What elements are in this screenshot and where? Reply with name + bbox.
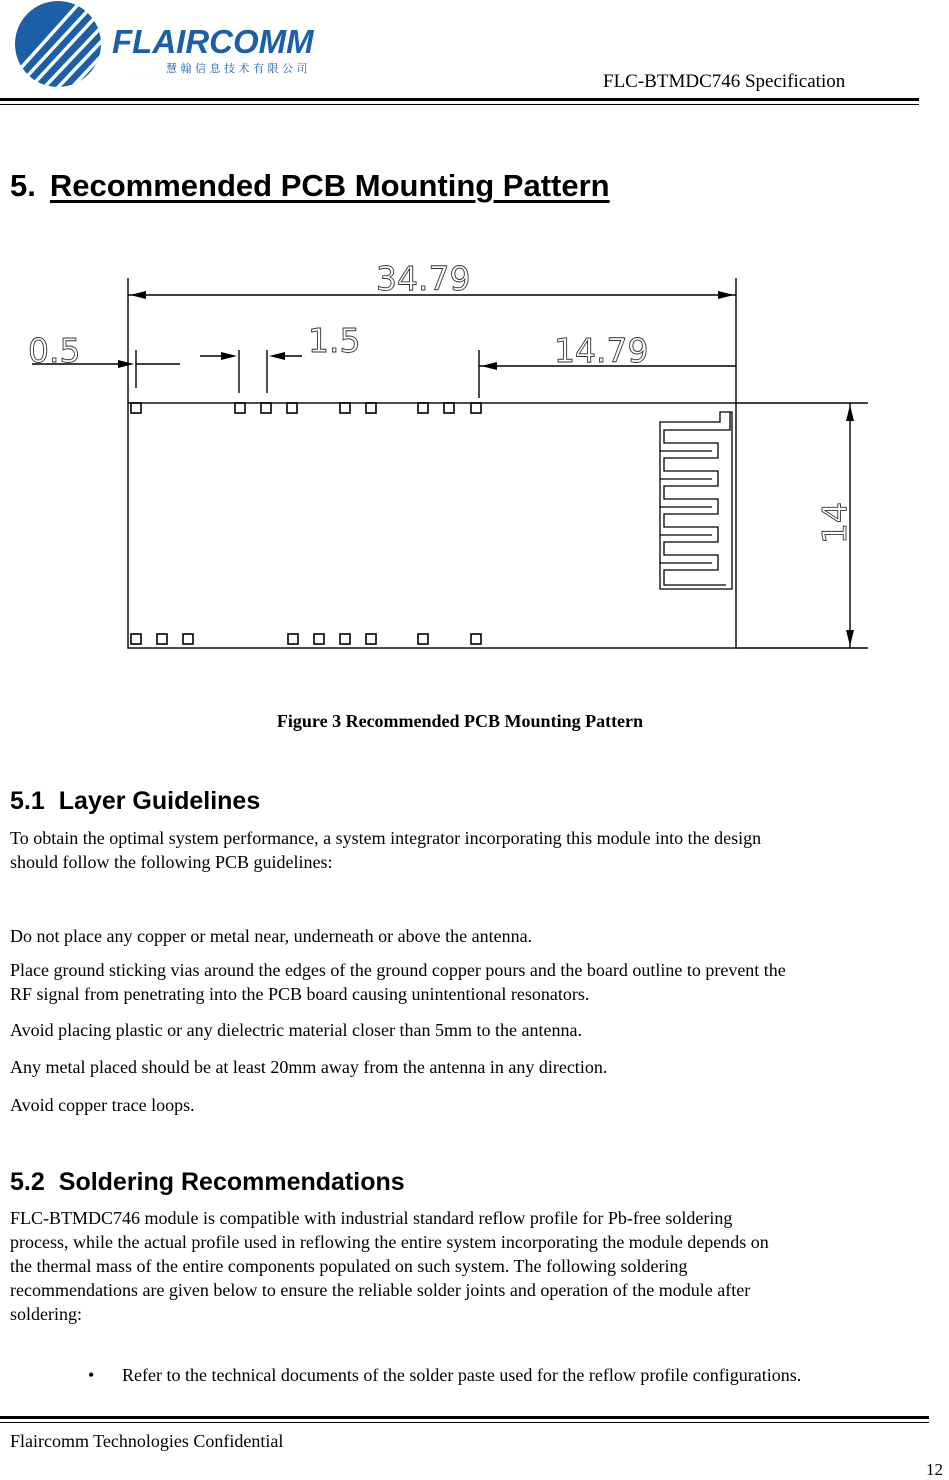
footer-confidential: Flaircomm Technologies Confidential (10, 1431, 284, 1451)
subsection-title: Layer Guidelines (58, 787, 261, 815)
dim-pad-pitch: 1.5 (308, 321, 361, 360)
arrowhead (130, 291, 146, 299)
pad (340, 634, 350, 644)
subsection-title: Soldering Recommendations (58, 1168, 405, 1196)
pad (340, 403, 350, 413)
pad (471, 403, 481, 413)
header-rule-thick (0, 98, 919, 101)
document-title: FLC-BTMDC746 Specification (603, 71, 846, 92)
text-line: the thermal mass of the entire components populated on such system. The following soldering (10, 1256, 688, 1276)
footer-rule-thin (0, 1422, 929, 1423)
text-line: Place ground sticking vias around the edges of the ground copper pours and the board outline to prevent the (10, 960, 786, 980)
arrowhead (846, 405, 854, 421)
pad (418, 403, 428, 413)
text-line: should follow the following PCB guidelines: (10, 852, 333, 872)
soldering-paragraph (10, 1206, 910, 1326)
layer-intro (10, 826, 910, 874)
meander-antenna (660, 412, 732, 589)
text-line: To obtain the optimal system performance, a system integrator incorporating this module into the design (10, 828, 762, 848)
subsection-number: 5.1 (10, 787, 45, 815)
text-line: RF signal from penetrating into the PCB board causing unintentional resonators. (10, 984, 590, 1004)
soldering-bullet-item (88, 1363, 801, 1387)
text-line: soldering: (10, 1304, 82, 1324)
pad (235, 403, 245, 413)
top-pads (131, 403, 481, 413)
layer-item-2 (10, 958, 910, 1006)
pad (471, 634, 481, 644)
arrowhead (269, 352, 285, 360)
layer-item-4: Any metal placed should be at least 20mm away from the antenna in any direction. (10, 1057, 608, 1077)
pad (366, 634, 376, 644)
pad (366, 403, 376, 413)
arrowhead (846, 630, 854, 646)
pad (444, 403, 454, 413)
pad (287, 403, 297, 413)
section-number: 5. (10, 168, 36, 203)
pad (183, 634, 193, 644)
section-title: Recommended PCB Mounting Pattern (49, 168, 610, 203)
dim-antenna-width: 14.79 (554, 331, 649, 370)
section-heading (10, 168, 610, 204)
logo-chinese-text: 慧 翰 信 息 技 术 有 限 公 司 (166, 62, 308, 75)
text-line: recommendations are given below to ensure the reliable solder joints and operation of the module after (10, 1280, 751, 1300)
text-line: process, while the actual profile used in reflowing the entire system incorporating the module depends on (10, 1232, 769, 1252)
pcb-mounting-pattern-figure (20, 238, 900, 668)
layer-item-1: Do not place any copper or metal near, underneath or above the antenna. (10, 926, 533, 946)
text-line: FLC-BTMDC746 module is compatible with industrial standard reflow profile for Pb-free soldering (10, 1208, 733, 1228)
header-rule-thin (0, 104, 919, 105)
pad (314, 634, 324, 644)
dim-pad-offset: 0.5 (28, 331, 81, 370)
layer-item-5: Avoid copper trace loops. (10, 1095, 195, 1115)
pad (131, 403, 141, 413)
bullet-icon: • (88, 1365, 95, 1385)
arrowhead (718, 291, 734, 299)
logo-brand-text: FLAIRCOMM (112, 23, 314, 60)
layer-guidelines-heading (10, 787, 260, 816)
pad (288, 634, 298, 644)
figure-caption: Figure 3 Recommended PCB Mounting Pattern (276, 711, 644, 731)
pad (418, 634, 428, 644)
soldering-heading (10, 1168, 405, 1197)
board-outline (128, 403, 736, 648)
arrowhead (481, 362, 497, 370)
bullet-text: Refer to the technical documents of the solder paste used for the reflow profile configurations. (122, 1365, 802, 1385)
layer-item-3: Avoid placing plastic or any dielectric material closer than 5mm to the antenna. (10, 1020, 582, 1040)
pad (157, 634, 167, 644)
pad (131, 634, 141, 644)
arrowhead (221, 352, 237, 360)
footer-rule-thick (0, 1416, 929, 1419)
dim-height: 14 (815, 502, 854, 544)
bottom-pads (131, 634, 481, 644)
pad (261, 403, 271, 413)
flaircomm-logo (12, 0, 322, 92)
page-number: 12 (926, 1460, 943, 1479)
subsection-number: 5.2 (10, 1168, 45, 1196)
arrowhead (118, 360, 134, 368)
dim-total-width: 34.79 (376, 259, 471, 298)
